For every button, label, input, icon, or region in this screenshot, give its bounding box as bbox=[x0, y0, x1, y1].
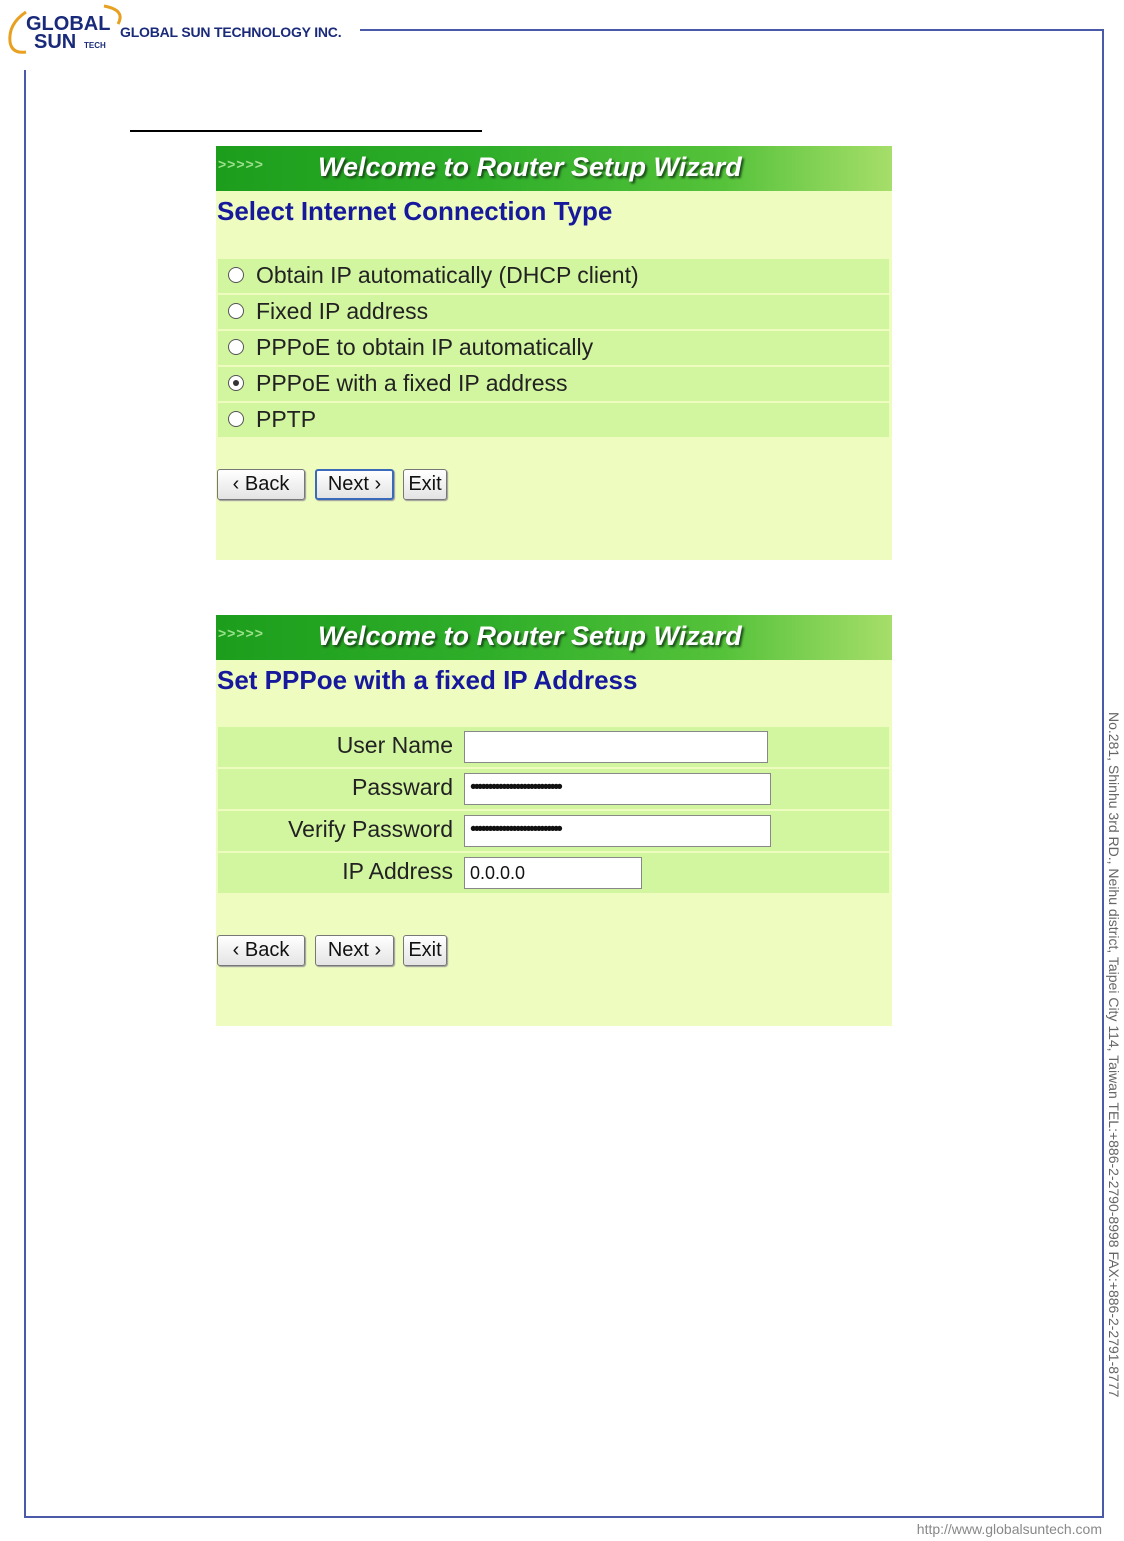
banner-title: Welcome to Router Setup Wizard bbox=[318, 621, 742, 651]
option-label: PPPoE with a fixed IP address bbox=[256, 370, 568, 396]
radio-pptp[interactable] bbox=[228, 411, 244, 427]
page-title: Select Internet Connection Type bbox=[217, 196, 613, 226]
option-fixed-ip[interactable] bbox=[218, 295, 889, 329]
section-heading-underline bbox=[130, 130, 482, 132]
address-text: No.281, Shinhu 3rd RD., Neihu district, Taipei City 114, Taiwan TEL:+886-2-2790-8998 FAX:+886-2-2791-8777 bbox=[1106, 712, 1122, 1398]
next-button[interactable]: Next › bbox=[315, 469, 394, 500]
option-label: Fixed IP address bbox=[256, 298, 429, 324]
exit-button[interactable]: Exit bbox=[403, 935, 447, 966]
next-button[interactable]: Next › bbox=[315, 935, 394, 966]
user-name-label: User Name bbox=[336, 732, 453, 758]
exit-button[interactable]: Exit bbox=[403, 469, 447, 500]
frame-top-line bbox=[360, 29, 1104, 31]
svg-text:GLOBAL: GLOBAL bbox=[26, 13, 111, 35]
ip-address-label: IP Address bbox=[342, 858, 453, 884]
svg-text:SUN: SUN bbox=[34, 31, 77, 53]
radio-pppoe-fixed[interactable] bbox=[228, 375, 244, 391]
option-pptp[interactable] bbox=[218, 403, 889, 437]
company-address bbox=[1102, 712, 1124, 1518]
ip-address-input[interactable]: 0.0.0.0 bbox=[464, 857, 642, 889]
wizard-banner bbox=[216, 146, 892, 191]
password-input[interactable]: •••••••••••••••••••••••••• bbox=[464, 773, 771, 805]
password-label: Passward bbox=[352, 774, 453, 800]
company-name: GLOBAL SUN TECHNOLOGY INC. bbox=[120, 24, 342, 40]
user-name-row bbox=[218, 727, 889, 767]
back-button[interactable]: ‹ Back bbox=[217, 469, 305, 500]
option-dhcp[interactable] bbox=[218, 259, 889, 293]
company-logo bbox=[4, 2, 134, 62]
user-name-input[interactable] bbox=[464, 731, 768, 763]
password-row bbox=[218, 769, 889, 809]
option-pppoe-auto[interactable] bbox=[218, 331, 889, 365]
option-label: Obtain IP automatically (DHCP client) bbox=[256, 262, 639, 288]
frame-left-line bbox=[24, 70, 26, 1518]
frame-bottom-line bbox=[24, 1516, 1104, 1518]
wizard-banner bbox=[216, 615, 892, 660]
banner-title: Welcome to Router Setup Wizard bbox=[318, 152, 742, 182]
verify-password-row bbox=[218, 811, 889, 851]
ip-address-row bbox=[218, 853, 889, 893]
page-title: Set PPPoe with a fixed IP Address bbox=[217, 665, 638, 695]
banner-arrows: >>>>> bbox=[218, 156, 264, 172]
option-pppoe-fixed[interactable] bbox=[218, 367, 889, 401]
verify-password-input[interactable]: •••••••••••••••••••••••••• bbox=[464, 815, 771, 847]
radio-pppoe-auto[interactable] bbox=[228, 339, 244, 355]
wizard-pppoe-fixed-panel bbox=[216, 615, 892, 1026]
back-button[interactable]: ‹ Back bbox=[217, 935, 305, 966]
wizard-connection-type-panel bbox=[216, 146, 892, 560]
banner-arrows: >>>>> bbox=[218, 625, 264, 641]
radio-fixed-ip[interactable] bbox=[228, 303, 244, 319]
svg-text:TECH: TECH bbox=[84, 41, 106, 50]
website-url: http://www.globalsuntech.com bbox=[916, 1521, 1102, 1537]
option-label: PPTP bbox=[256, 406, 317, 432]
option-label: PPPoE to obtain IP automatically bbox=[256, 334, 594, 360]
verify-password-label: Verify Password bbox=[288, 816, 453, 842]
radio-dhcp[interactable] bbox=[228, 267, 244, 283]
